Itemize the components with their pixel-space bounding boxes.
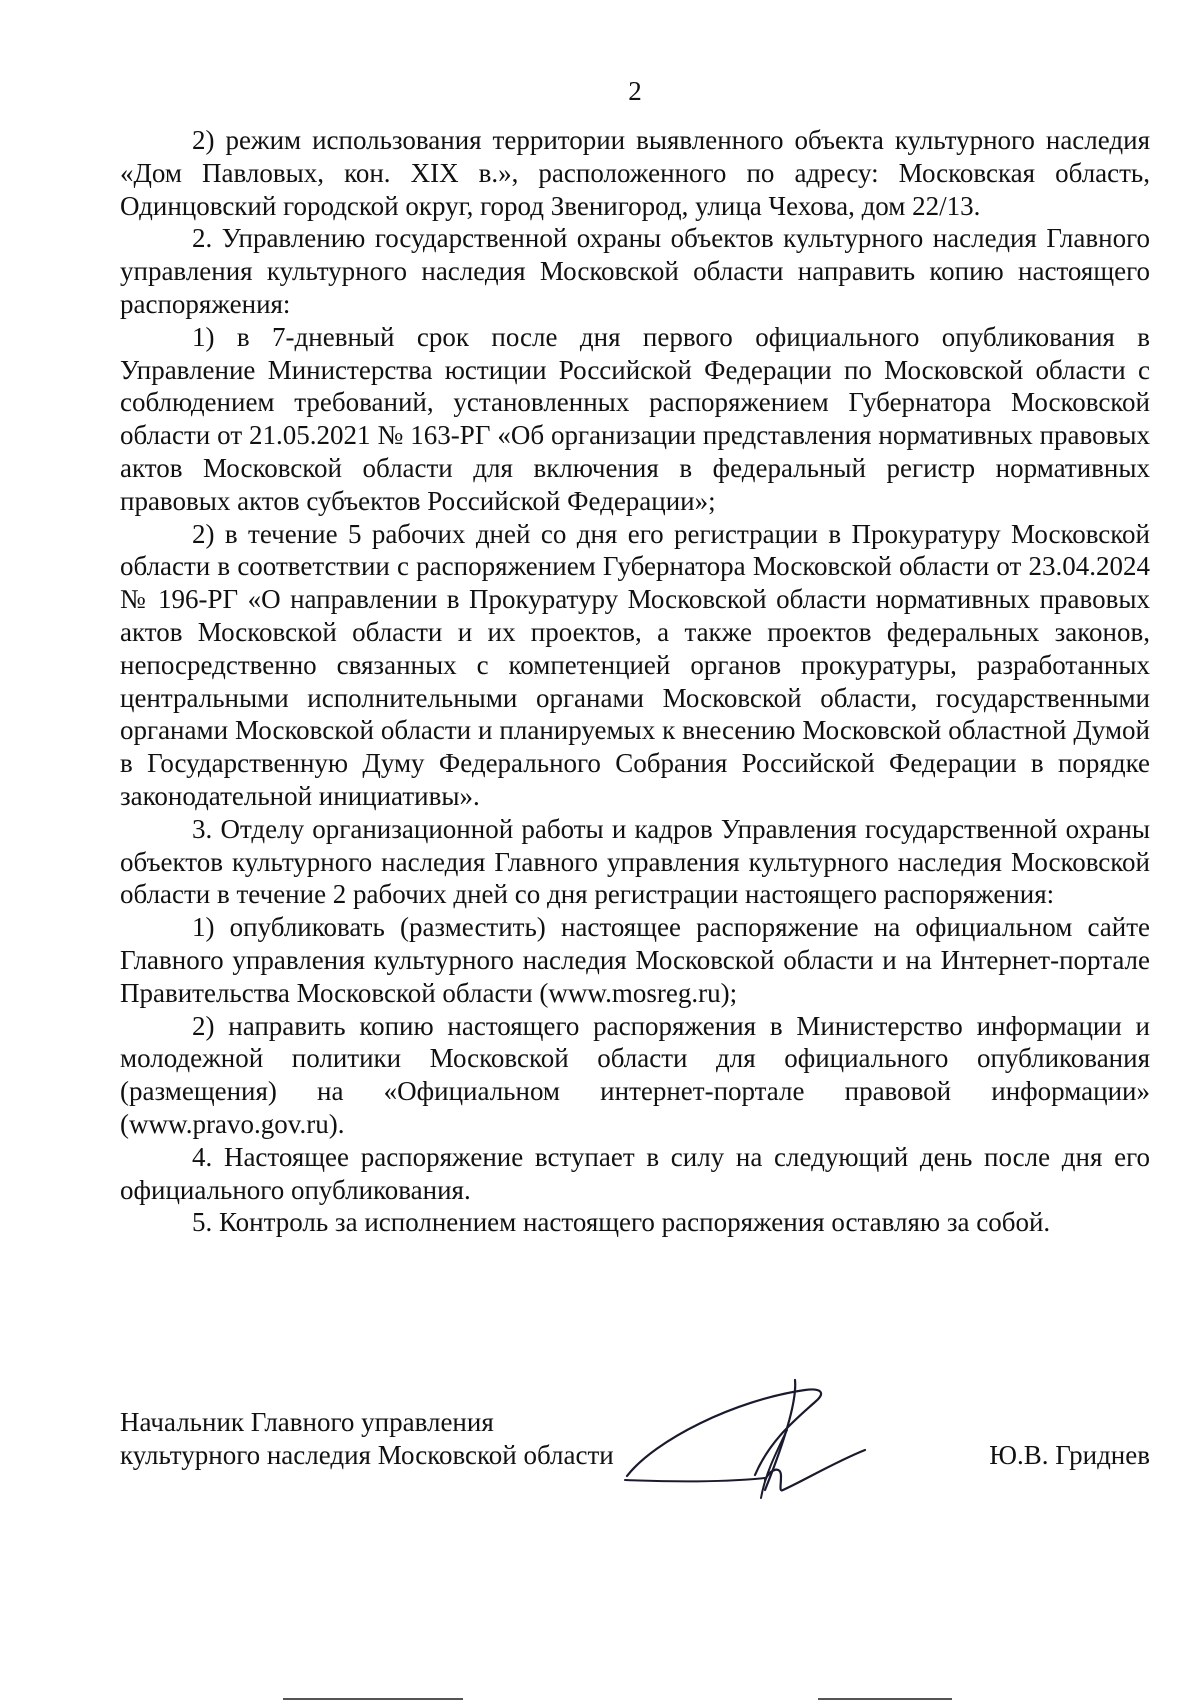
footer-rule-left xyxy=(283,1698,463,1700)
signatory-title-line-2: культурного наследия Московской области xyxy=(120,1440,614,1470)
handwritten-signature xyxy=(615,1370,915,1510)
page-number: 2 xyxy=(628,76,642,106)
signatory-title-line-1: Начальник Главного управления xyxy=(120,1407,494,1437)
document-body xyxy=(120,124,1150,1239)
paragraph-clause-5: 5. Контроль за исполнением настоящего распоряжения оставляю за собой. xyxy=(192,1207,1051,1238)
paragraph-clause-2: 2. Управлению государственной охраны объектов культурного наследия Главного управления культурного наследия Московской области направить копию настоящего распоряжения: xyxy=(120,223,1150,319)
footer-rule-right xyxy=(818,1698,952,1700)
paragraph-clause-3-item-2: 2) направить копию настоящего распоряжения в Министерство информации и молодежной политики Московской области для официального опубликования (размещения) на «Официальном интернет-портале правовой информации» (www.pravo.gov.ru). xyxy=(120,1010,1150,1139)
paragraph-clause-3: 3. Отделу организационной работы и кадров Управления государственной охраны объектов культурного наследия Главного управления культурного наследия Московской области в течение 2 рабочих дней со дня регистрации настоящего распоряжения: xyxy=(120,813,1150,910)
paragraph-item-2-regime: 2) режим использования территории выявленного объекта культурного наследия «Дом Павловых, кон. XIX в.», расположенного по адресу: Московская область, Одинцовский городской округ, город Звенигород, улица Чехова, дом 22/13. xyxy=(120,125,1150,221)
paragraph-clause-3-item-1: 1) опубликовать (разместить) настоящее распоряжение на официальном сайте Главного управления культурного наследия Московской области и на Интернет-портале Правительства Московской области (www.mosreg.ru); xyxy=(120,912,1150,1008)
paragraph-clause-2-item-1: 1) в 7-дневный срок после дня первого официального опубликования в Управление Министерства юстиции Российской Федерации по Московской области с соблюдением требований, установленных распоряжением Губернатора Московской области от 21.05.2021 № 163-РГ «Об организации представления нормативных правовых актов Московской области для включения в федеральный регистр нормативных правовых актов субъектов Российской Федерации»; xyxy=(120,321,1150,516)
signatory-name: Ю.В. Гриднев xyxy=(989,1440,1150,1470)
paragraph-clause-2-item-2: 2) в течение 5 рабочих дней со дня его регистрации в Прокуратуру Московской области в соответствии с распоряжением Губернатора Московской области от 23.04.2024 № 196-РГ «О направлении в Прокуратуру Московской области нормативных правовых актов Московской области и их проектов, а также проектов федеральных законов, непосредственно связанных с компетенцией органов прокуратуры, разработанных центральными исполнительными органами Московской области, государственными органами Московской области и планируемых к внесению Московской областной Думой в Государственную Думу Федерального Собрания Российской Федерации в порядке законодательной инициативы». xyxy=(120,518,1150,811)
paragraph-clause-4: 4. Настоящее распоряжение вступает в силу на следующий день после дня его официального опубликования. xyxy=(120,1141,1150,1205)
